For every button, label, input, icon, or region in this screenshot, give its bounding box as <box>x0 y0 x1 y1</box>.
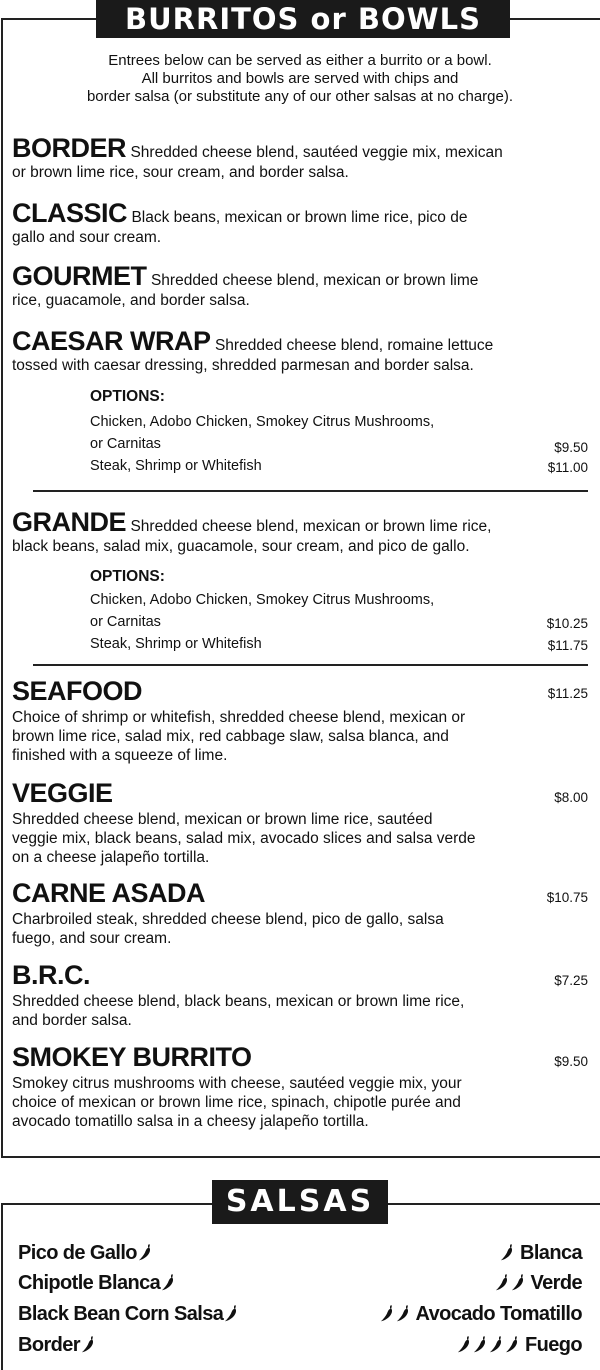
options-line: Chicken, Adobo Chicken, Smokey Citrus Mushrooms, <box>90 592 435 608</box>
salsa-name: Avocado Tomatillo <box>415 1303 582 1325</box>
heat-level <box>137 1242 153 1264</box>
desc-line: Shredded cheese blend, mexican or brown lime rice, sautéed <box>12 811 433 828</box>
item-desc-veggie <box>12 810 597 867</box>
item-desc-cont: rice, guacamole, and border salsa. <box>12 292 250 309</box>
item-name-carne-asada: CARNE ASADA <box>12 878 206 908</box>
chili-pepper-icon <box>457 1335 471 1353</box>
item-name: GOURMET <box>12 261 147 291</box>
item-desc: Shredded cheese blend, mexican or brown lime <box>150 272 479 289</box>
burritos-section-frame <box>1 18 600 1158</box>
desc-line: Smokey citrus mushrooms with cheese, sautéed veggie mix, your <box>12 1075 462 1092</box>
chili-pepper-icon <box>473 1335 487 1353</box>
item-price: $8.00 <box>554 790 588 805</box>
item-name-smokey-burrito: SMOKEY BURRITO <box>12 1042 252 1072</box>
heat-level <box>160 1272 176 1294</box>
item-desc-cont: gallo and sour cream. <box>12 229 162 246</box>
item-name-seafood: SEAFOOD <box>12 676 143 706</box>
chili-pepper-icon <box>380 1304 394 1322</box>
section-title-salsas: SALSAS <box>212 1180 388 1224</box>
menu-item-gourmet <box>12 262 597 310</box>
item-name: CLASSIC <box>12 198 128 228</box>
chili-pepper-icon <box>500 1243 514 1261</box>
item-desc: Shredded cheese blend, mexican or brown lime rice, <box>130 518 492 535</box>
heat-level <box>494 1272 526 1294</box>
salsa-item <box>456 1334 582 1357</box>
item-desc-smokey-burrito <box>12 1074 597 1131</box>
chili-pepper-icon <box>511 1273 525 1291</box>
item-name: BORDER <box>12 133 127 163</box>
options-line: or Carnitas <box>90 614 161 630</box>
item-desc-cont: or brown lime rice, sour cream, and border salsa. <box>12 164 349 181</box>
intro-line-2: All burritos and bowls are served with chips and <box>141 70 459 87</box>
chili-pepper-icon <box>489 1335 503 1353</box>
desc-line: fuego, and sour cream. <box>12 930 172 947</box>
salsa-item <box>18 1272 176 1295</box>
salsa-name: Pico de Gallo <box>18 1242 137 1264</box>
salsa-item <box>18 1242 153 1265</box>
item-price: $10.75 <box>546 890 588 905</box>
menu-item-grande <box>12 508 597 556</box>
options-line: Steak, Shrimp or Whitefish <box>90 458 262 474</box>
heat-level <box>379 1303 411 1325</box>
intro-text <box>20 52 580 106</box>
heat-level <box>499 1242 515 1264</box>
salsa-item <box>379 1303 582 1326</box>
options-price: $11.00 <box>547 460 588 475</box>
options-line: or Carnitas <box>90 436 161 452</box>
chili-pepper-icon <box>396 1304 410 1322</box>
menu-item-classic <box>12 199 597 247</box>
options-price: $10.25 <box>546 616 588 631</box>
desc-line: brown lime rice, salad mix, red cabbage slaw, salsa blanca, and <box>12 728 449 745</box>
desc-line: Choice of shrimp or whitefish, shredded cheese blend, mexican or <box>12 709 466 726</box>
menu-item-border <box>12 134 597 182</box>
salsa-name: Black Bean Corn Salsa <box>18 1303 224 1325</box>
desc-line: avocado tomatillo salsa in a cheesy jalapeño tortilla. <box>12 1113 369 1130</box>
salsa-item <box>499 1242 582 1265</box>
options-price: $11.75 <box>547 638 588 653</box>
item-name-veggie: VEGGIE <box>12 778 113 808</box>
salsa-name: Verde <box>530 1272 582 1294</box>
item-desc: Shredded cheese blend, sautéed veggie mix, mexican <box>130 144 503 161</box>
chili-pepper-icon <box>138 1243 152 1261</box>
desc-line: on a cheese jalapeño tortilla. <box>12 849 210 866</box>
salsa-name: Border <box>18 1334 80 1356</box>
section-title-burritos: BURRITOS or BOWLS <box>96 0 510 38</box>
options-line: Chicken, Adobo Chicken, Smokey Citrus Mushrooms, <box>90 414 435 430</box>
item-desc-cont: tossed with caesar dressing, shredded parmesan and border salsa. <box>12 357 474 374</box>
intro-line-1: Entrees below can be served as either a burrito or a bowl. <box>108 52 492 69</box>
item-desc: Shredded cheese blend, romaine lettuce <box>214 337 494 354</box>
options-price: $9.50 <box>554 440 588 455</box>
chili-pepper-icon <box>161 1273 175 1291</box>
salsa-item <box>494 1272 582 1295</box>
item-desc-cont: black beans, salad mix, guacamole, sour cream, and pico de gallo. <box>12 538 470 555</box>
salsa-item <box>18 1303 239 1326</box>
item-desc: Black beans, mexican or brown lime rice, pico de <box>131 209 468 226</box>
intro-line-3: border salsa (or substitute any of our other salsas at no charge). <box>86 88 514 105</box>
chili-pepper-icon <box>495 1273 509 1291</box>
item-price: $9.50 <box>554 1054 588 1069</box>
salsa-name: Chipotle Blanca <box>18 1272 161 1294</box>
menu-item-caesar-wrap <box>12 327 597 375</box>
desc-line: and border salsa. <box>12 1012 132 1029</box>
item-desc-carne-asada <box>12 910 597 948</box>
salsa-name: Fuego <box>525 1334 582 1356</box>
salsa-item <box>18 1334 96 1357</box>
heat-level <box>223 1303 239 1325</box>
options-line: Steak, Shrimp or Whitefish <box>90 636 262 652</box>
item-name-brc: B.R.C. <box>12 960 90 990</box>
desc-line: Shredded cheese blend, black beans, mexican or brown lime rice, <box>12 993 465 1010</box>
options-heading: OPTIONS: <box>90 568 165 585</box>
chili-pepper-icon <box>224 1304 238 1322</box>
desc-line: Charbroiled steak, shredded cheese blend, pico de gallo, salsa <box>12 911 444 928</box>
item-name: GRANDE <box>12 507 127 537</box>
heat-level <box>80 1334 96 1356</box>
divider <box>33 490 588 492</box>
desc-line: veggie mix, black beans, salad mix, avocado slices and salsa verde <box>12 830 476 847</box>
desc-line: choice of mexican or brown lime rice, spinach, chipotle purée and <box>12 1094 461 1111</box>
options-heading: OPTIONS: <box>90 388 165 405</box>
heat-level <box>456 1334 520 1356</box>
chili-pepper-icon <box>81 1335 95 1353</box>
item-desc-brc <box>12 992 597 1030</box>
divider <box>33 664 588 666</box>
desc-line: finished with a squeeze of lime. <box>12 747 228 764</box>
item-price: $7.25 <box>554 973 588 988</box>
salsa-name: Blanca <box>520 1242 582 1264</box>
item-price: $11.25 <box>547 686 588 701</box>
item-desc-seafood <box>12 708 597 765</box>
chili-pepper-icon <box>505 1335 519 1353</box>
item-name: CAESAR WRAP <box>12 326 211 356</box>
